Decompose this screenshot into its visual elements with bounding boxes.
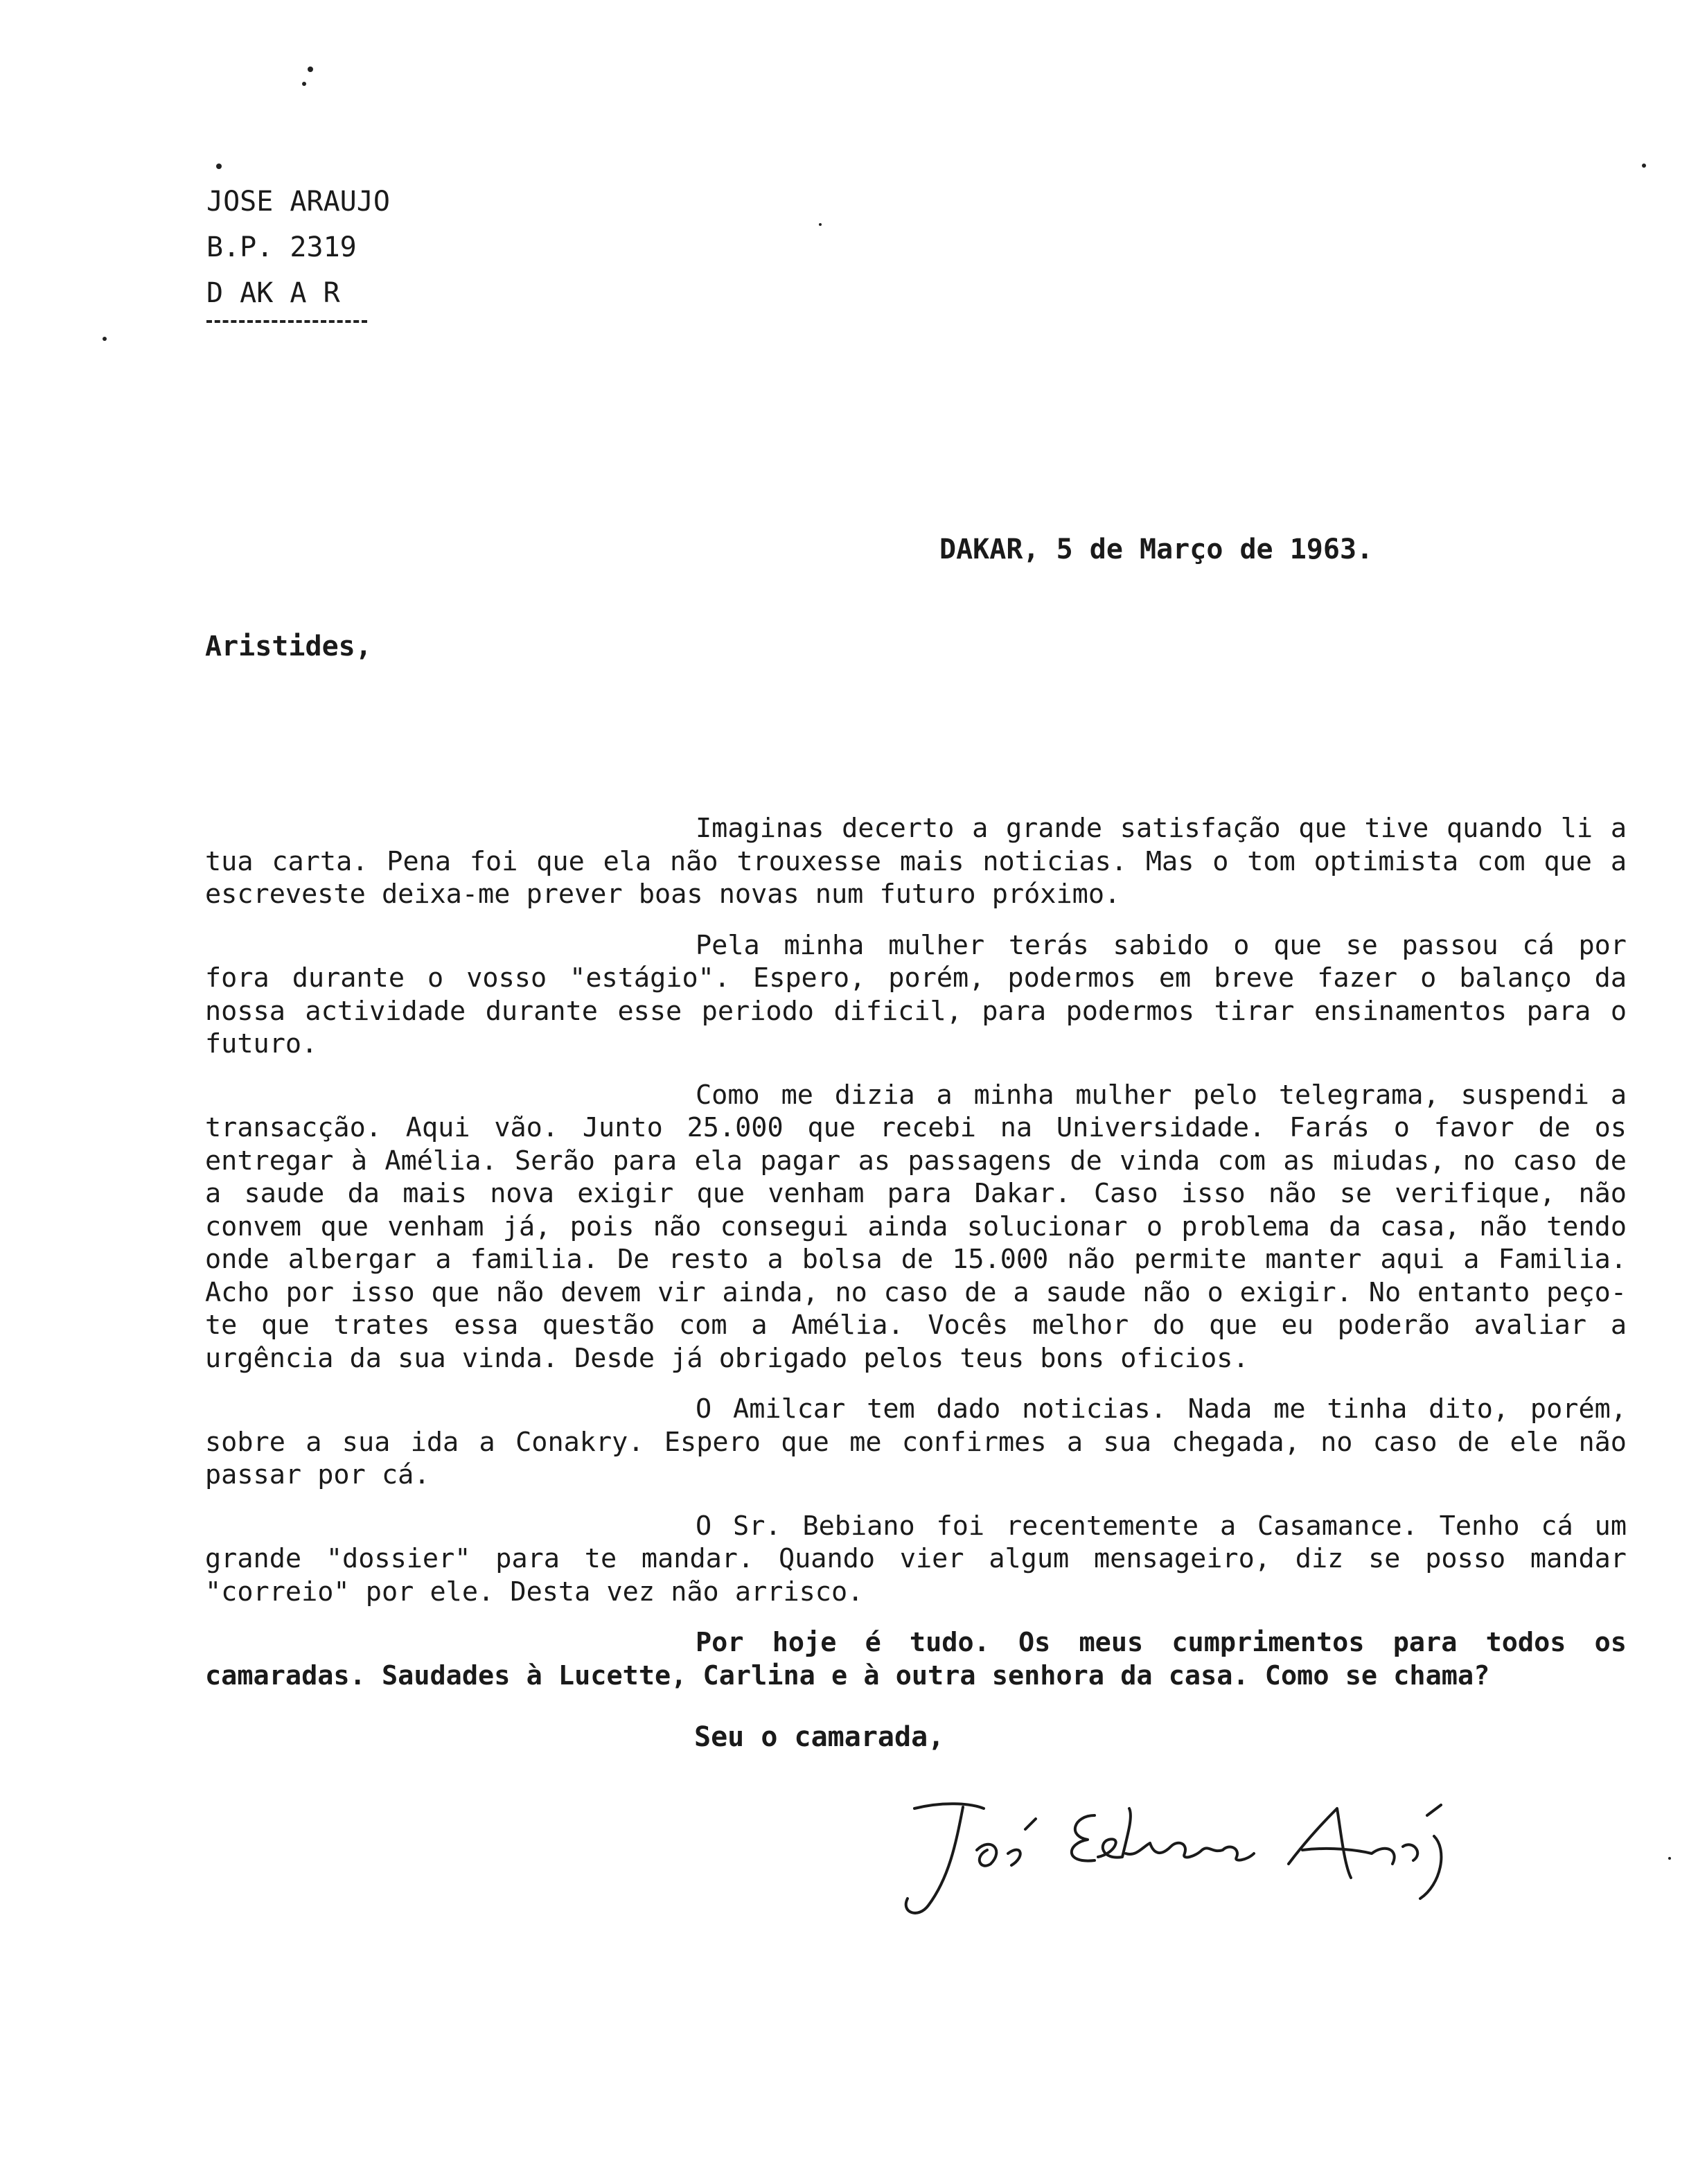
sender-block xyxy=(206,179,390,323)
handwritten-signature xyxy=(887,1788,1496,1926)
paragraph: Imaginas decerto a grande satisfação que tive quando li a tua carta. Pena foi que ela não trouxesse mais noticias. Mas o tom optimista com que a escreveste deixa-me prever boas novas num futuro próximo. xyxy=(205,813,1627,910)
letter-body xyxy=(205,812,1627,1710)
paragraph: O Amilcar tem dado noticias. Nada me tinha dito, porém, sobre a sua ida a Conakry. Espero que me confirmes a sua chegada, no caso de ele não passar por cá. xyxy=(205,1393,1627,1490)
ink-speck xyxy=(1642,164,1646,168)
ink-speck xyxy=(103,337,107,341)
ink-speck xyxy=(819,223,822,226)
paragraph: Pela minha mulher terás sabido o que se passou cá por fora durante o vosso "estágio". Espero, porém, podermos em breve fazer o balanço da nossa actividade durante esse periodo dificil, para podermos tirar ensinamentos para o futuro. xyxy=(205,929,1627,1059)
ink-speck xyxy=(1668,1857,1671,1860)
sender-address: B.P. 2319 xyxy=(206,231,357,263)
sender-city: D AK A R xyxy=(206,270,367,323)
ink-speck xyxy=(216,164,222,169)
paragraph: Por hoje é tudo. Os meus cumprimentos para todos os camaradas. Saudades à Lucette, Carlina e à outra senhora da casa. Como se chama? xyxy=(205,1627,1627,1691)
sender-name: JOSE ARAUJO xyxy=(206,186,390,218)
ink-speck xyxy=(302,82,306,86)
dateline: DAKAR, 5 de Março de 1963. xyxy=(939,534,1374,565)
closing: Seu o camarada, xyxy=(694,1721,945,1753)
paragraph: O Sr. Bebiano foi recentemente a Casamance. Tenho cá um grande "dossier" para te mandar. Quando vier algum mensageiro, diz se posso mandar "correio" por ele. Desta vez não arrisco. xyxy=(205,1510,1627,1608)
salutation: Aristides, xyxy=(205,631,372,662)
ink-speck xyxy=(308,67,313,72)
paragraph: Como me dizia a minha mulher pelo telegrama, suspendi a transacção. Aqui vão. Junto 25.000 que recebi na Universidade. Farás o favor de os entregar à Amélia. Serão para ela pagar as passagens de vinda com as miudas, no caso de a saude da mais nova exigir que venham para Dakar. Caso isso não se verifique, não convem que venham já, pois não consegui ainda solucionar o problema da casa, não tendo onde albergar a familia. De resto a bolsa de 15.000 não permite manter aqui a Familia. Acho por isso que não devem vir ainda, no caso de a saude não o exigir. No entanto peço-te que trates essa questão com a Amélia. Vocês melhor do que eu poderão avaliar a urgência da sua vinda. Desde já obrigado pelos teus bons oficios. xyxy=(205,1079,1627,1374)
